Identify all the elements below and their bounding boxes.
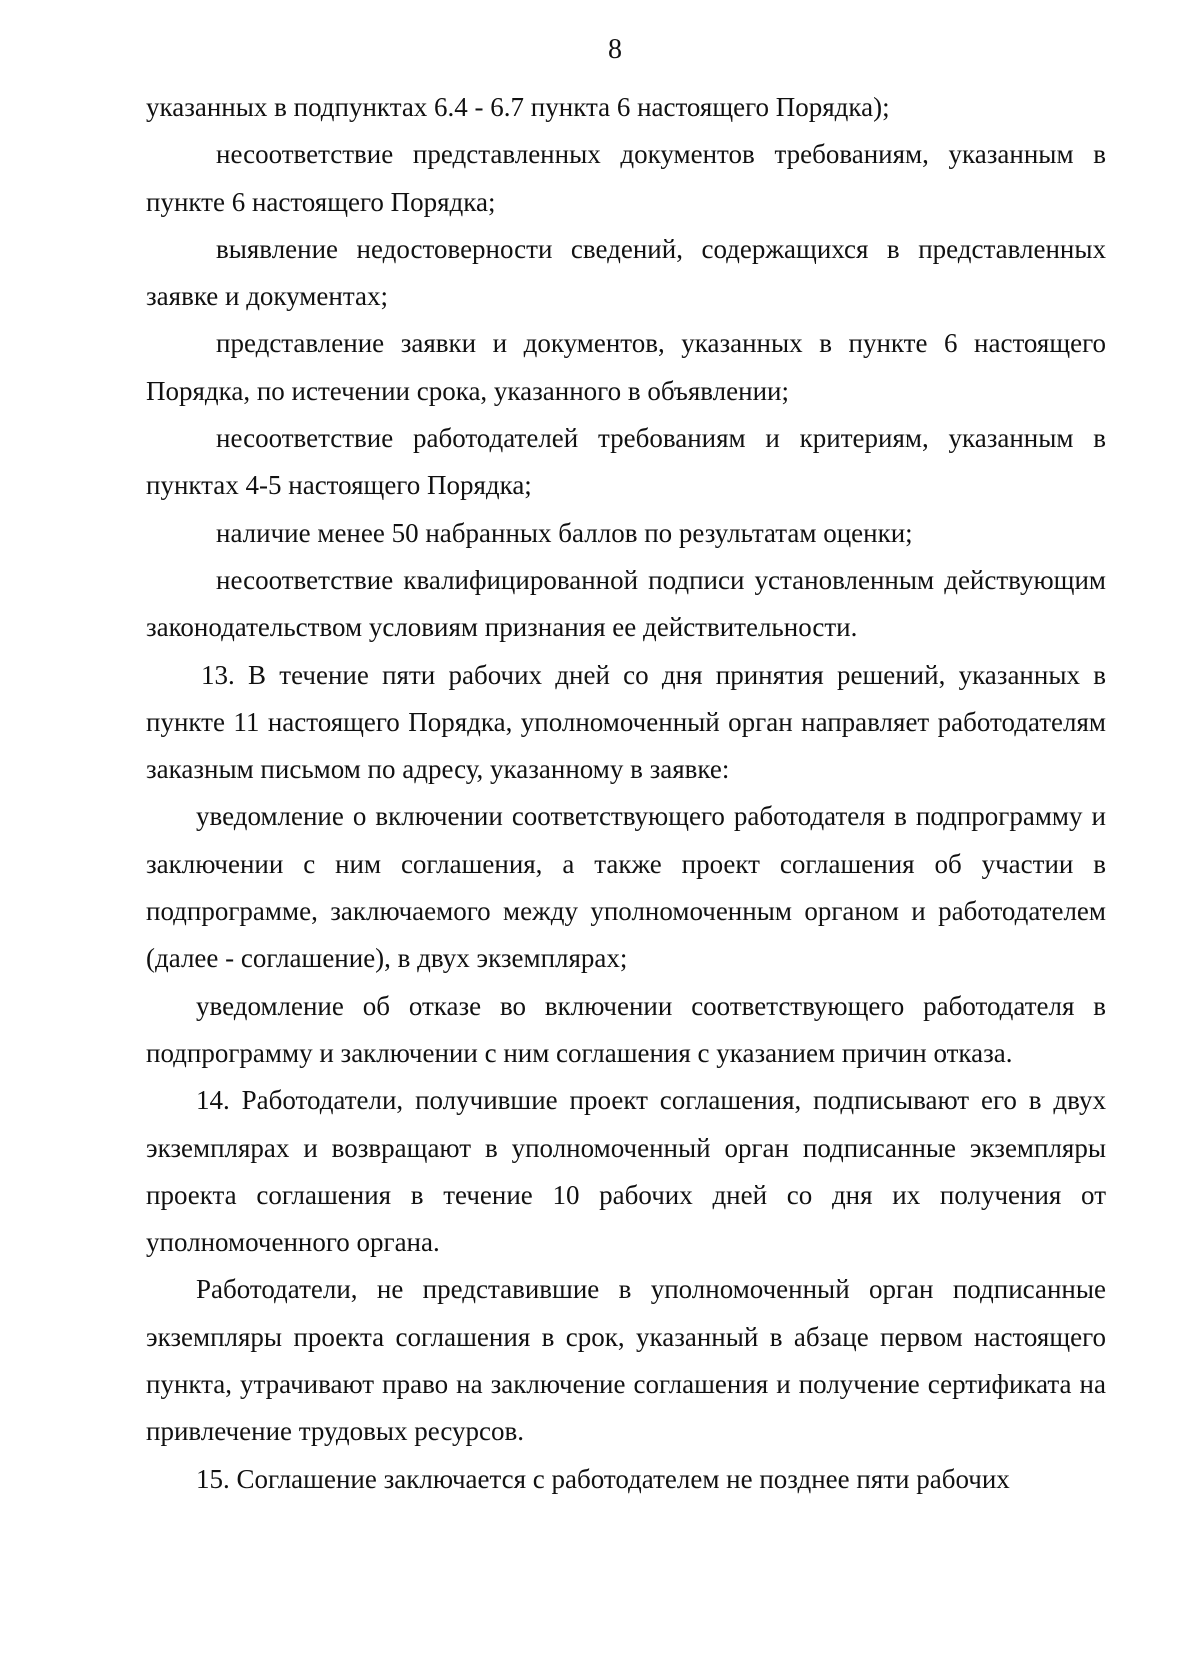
paragraph-item-late-submission: представление заявки и документов, указанных в пункте 6 настоящего Порядка, по истечении срока, указанного в объявлении; [146,328,1106,406]
paragraph-item-low-score: наличие менее 50 набранных баллов по результатам оценки; [216,517,913,548]
paragraph-item-signature: несоответствие квалифицированной подписи установленным действующим законодательством условиям признания ее действительности. [146,564,1106,643]
paragraph-13: 13. В течение пяти рабочих дней со дня принятия решений, указанных в пункте 11 настоящего Порядка, уполномоченный орган направляет работодателям заказным письмом по адресу, указанному в заявке: [146,659,1106,785]
paragraph-14-continued: Работодатели, не представившие в уполномоченный орган подписанные экземпляры проекта соглашения в срок, указанный в абзаце первом настоящего пункта, утрачивают право на заключение соглашения и получение сертификата на привлечение трудовых ресурсов. [146,1274,1106,1447]
document-body [146,84,1106,1503]
paragraph-item-documents-mismatch: несоответствие представленных документов требованиям, указанным в пункте 6 настоящего Порядка; [146,139,1106,217]
paragraph-item-unreliable-info: выявление недостоверности сведений, содержащихся в представленных заявке и документах; [146,233,1106,312]
paragraph-notice-refusal: уведомление об отказе во включении соответствующего работодателя в подпрограмму и заключении с ним соглашения с указанием причин отказа. [146,990,1106,1068]
paragraph-14: 14. Работодатели, получившие проект соглашения, подписывают его в двух экземплярах и возвращают в уполномоченный орган подписанные экземпляры проекта соглашения в течение 10 рабочих дней со дня их получения от уполномоченного органа. [146,1085,1106,1258]
paragraph-item-criteria-mismatch: несоответствие работодателей требованиям и критериям, указанным в пунктах 4-5 настоящего Порядка; [146,423,1106,501]
page-number: 8 [608,34,622,65]
paragraph-notice-inclusion: уведомление о включении соответствующего работодателя в подпрограмму и заключении с ним соглашения, а также проект соглашения об участии в подпрограмме, заключаемого между уполномоченным органом и работодателем (далее - соглашение), в двух экземплярах; [146,801,1106,974]
paragraph-continuation: указанных в подпунктах 6.4 - 6.7 пункта 6 настоящего Порядка); [146,92,890,122]
paragraph-15: 15. Соглашение заключается с работодателем не позднее пяти рабочих [196,1463,1010,1494]
